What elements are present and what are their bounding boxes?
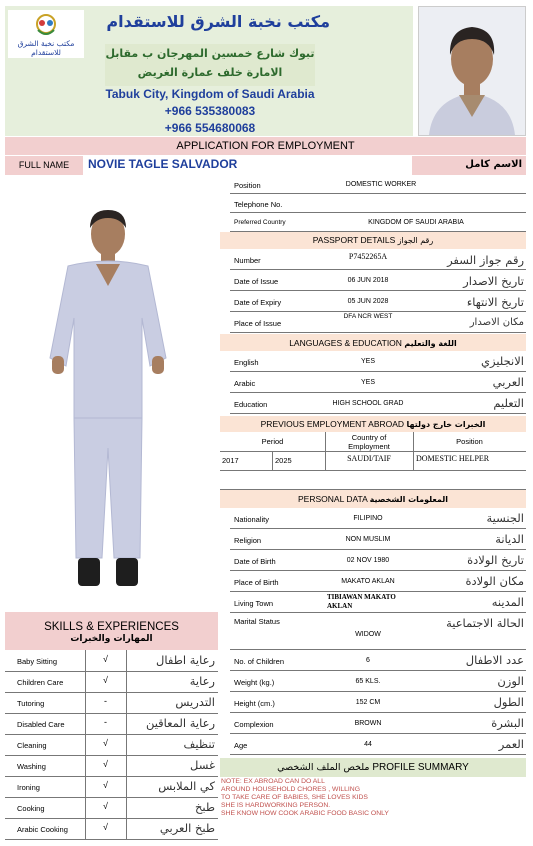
skill-label-ar: التدريس: [175, 695, 215, 709]
svg-text:للاستقدام: للاستقدام: [31, 48, 61, 57]
profile-summary-text: [220, 778, 526, 838]
employment-position: DOMESTIC HELPER: [416, 454, 490, 463]
skill-label-ar: طبخ العربي: [159, 821, 215, 835]
svg-text:مكتب نخبة الشرق: مكتب نخبة الشرق: [17, 39, 75, 48]
skill-row-children-care: [5, 671, 218, 693]
skills-title: SKILLS & EXPERIENCES: [44, 621, 179, 633]
skills-title-ar: المهارات والخبرات: [70, 634, 153, 644]
english-label-ar: الانجليزي: [480, 354, 524, 368]
passport-number-label: Number: [234, 256, 261, 265]
full-name-label-ar: الاسم كامل: [465, 159, 522, 170]
nationality-label-ar: الجنسية: [486, 511, 524, 525]
phone-2[interactable]: +966 554680068: [164, 121, 256, 135]
skill-label-ar: رعاية: [189, 674, 215, 688]
employment-title: PREVIOUS EMPLOYMENT ABROAD الخبرات خارج دولتها: [260, 419, 486, 429]
profile-line-1: NOTE: EX ABROAD CAN DO ALL: [221, 778, 325, 785]
skill-label-ar: طبخ: [194, 800, 215, 814]
skill-label-ar: تنظيف: [183, 737, 215, 751]
employment-from: 2017: [222, 456, 239, 465]
position-label: Position: [234, 181, 261, 190]
living-town-label: Living Town: [234, 599, 274, 608]
skill-mark: √: [103, 780, 108, 790]
height-label-ar: الطول: [493, 695, 524, 709]
logo-emblem-icon: [8, 10, 84, 58]
profile-line-2: AROUND HOUSEHOLD CHORES , WILLING: [221, 786, 360, 793]
skill-label: Cleaning: [17, 741, 47, 750]
skill-row-baby-sitting: [5, 650, 218, 672]
skill-label-ar: كي الملابس: [158, 779, 215, 793]
arabic-label: Arabic: [234, 379, 256, 388]
date-of-expiry-value: 05 JUN 2028: [347, 298, 389, 305]
preferred-country-value: KINGDOM OF SAUDI ARABIA: [368, 219, 464, 226]
arabic-value: YES: [360, 379, 375, 386]
date-of-birth-label: Date of Birth: [234, 557, 276, 566]
complexion-value: BROWN: [354, 720, 382, 727]
skill-mark: -: [104, 717, 107, 727]
date-of-expiry-label: Date of Expiry: [234, 298, 282, 307]
skill-row-ironing: [5, 776, 218, 798]
marital-status-value: WIDOW: [355, 631, 381, 638]
date-of-birth-label-ar: تاريخ الولادة: [467, 553, 524, 567]
nationality-value: FILIPINO: [353, 515, 383, 522]
passport-number-value: P7452265A: [348, 252, 388, 261]
employment-to: 2025: [275, 456, 292, 465]
skill-mark: -: [104, 696, 107, 706]
skill-label: Disabled Care: [17, 720, 65, 729]
children-label-ar: عدد الاطفال: [465, 653, 524, 667]
application-title: APPLICATION FOR EMPLOYMENT: [176, 140, 355, 152]
languages-title: LANGUAGES & EDUCATION اللغة والتعليم: [289, 338, 457, 348]
profile-line-5: SHE KNOW HOW COOK ARABIC FOOD BASIC ONLY: [221, 810, 389, 817]
preferred-country-label: Preferred Country: [234, 219, 286, 226]
religion-label: Religion: [234, 536, 262, 545]
skill-mark: √: [103, 675, 108, 685]
passport-number-label-ar: رقم جواز السفر: [447, 253, 524, 267]
profile-title: ملخص الملف الشخصي PROFILE SUMMARY: [277, 762, 469, 773]
skill-label-ar: رعاية المعاقين: [145, 716, 215, 730]
english-value: YES: [360, 358, 375, 365]
phone-1[interactable]: +966 535380083: [164, 104, 256, 118]
address-ar-line1: تبوك شارع خمسين المهرجان ب مقابل: [105, 47, 315, 60]
full-name-label: FULL NAME: [18, 160, 70, 170]
education-label-ar: التعليم: [493, 396, 524, 410]
children-value: 6: [366, 657, 370, 664]
skill-mark: √: [103, 738, 108, 748]
skill-label: Arabic Cooking: [17, 825, 68, 834]
profile-line-4: SHE IS HARDWORKING PERSON.: [221, 802, 331, 809]
age-label: Age: [234, 741, 248, 750]
profile-line-3: TO TAKE CARE OF BABIES, SHE LOVES KIDS: [221, 794, 368, 801]
office-title-ar: مكتب نخبة الشرق للاستقدام: [106, 12, 330, 31]
skill-row-cleaning: [5, 734, 218, 756]
date-of-issue-label: Date of Issue: [234, 277, 279, 286]
skill-label: Washing: [17, 762, 46, 771]
skill-mark: √: [103, 759, 108, 769]
employment-header-position: Position: [456, 437, 483, 446]
skill-mark: √: [103, 822, 108, 832]
employment-header-country: Country of Employment: [348, 433, 390, 451]
skill-row-disabled-care: [5, 713, 218, 735]
height-label: Height (cm.): [234, 699, 275, 708]
children-label: No. of Children: [234, 657, 285, 666]
date-of-issue-value: 06 JUN 2018: [347, 277, 389, 284]
skill-mark: √: [103, 801, 108, 811]
skill-row-arabic-cooking: [5, 818, 218, 840]
skill-label: Ironing: [17, 783, 40, 792]
marital-status-label: Marital Status: [234, 617, 280, 626]
position-value: DOMESTIC WORKER: [345, 181, 417, 188]
complexion-label-ar: البشرة: [491, 716, 524, 730]
age-label-ar: العمر: [498, 737, 524, 751]
marital-status-label-ar: الحالة الاجتماعية: [446, 616, 524, 630]
passport-title: PASSPORT DETAILS رقم الجواز: [312, 235, 434, 245]
headshot-photo: [418, 6, 526, 136]
place-of-issue-label-ar: مكان الاصدار: [469, 317, 524, 328]
full-body-photo: [38, 208, 178, 598]
english-label: English: [234, 358, 259, 367]
age-value: 44: [364, 741, 372, 748]
place-of-birth-label: Place of Birth: [234, 578, 279, 587]
skill-row-tutoring: [5, 692, 218, 714]
place-of-issue-label: Place of Issue: [234, 319, 282, 328]
arabic-label-ar: العربي: [492, 375, 524, 389]
religion-value: NON MUSLIM: [345, 536, 391, 543]
skill-label: Tutoring: [17, 699, 45, 708]
skill-row-cooking: [5, 797, 218, 819]
complexion-label: Complexion: [234, 720, 274, 729]
place-of-birth-label-ar: مكان الولادة: [465, 574, 524, 588]
height-value: 152 CM: [355, 699, 381, 706]
date-of-issue-label-ar: تاريخ الاصدار: [463, 274, 524, 288]
skill-label-ar: رعاية اطفال: [156, 653, 215, 667]
skill-label-ar: غسل: [190, 758, 215, 772]
weight-label: Weight (kg.): [234, 678, 275, 687]
living-town-value: TIBIAWAN MAKATO AKLAN: [327, 593, 396, 610]
skill-label: Cooking: [17, 804, 45, 813]
personal-rows: [220, 508, 526, 758]
employment-header-period: Period: [261, 437, 284, 446]
living-town-label-ar: المدينه: [491, 595, 524, 609]
skill-label: Children Care: [17, 678, 64, 687]
skill-row-washing: [5, 755, 218, 777]
skill-mark: √: [103, 654, 108, 664]
employment-country: SAUDI/TAIF: [347, 454, 391, 463]
logo: [8, 10, 84, 58]
nationality-label: Nationality: [234, 515, 270, 524]
full-name-value: NOVIE TAGLE SALVADOR: [88, 157, 238, 171]
weight-value: 65 KLS.: [355, 678, 381, 685]
date-of-expiry-label-ar: تاريخ الانتهاء: [466, 295, 524, 309]
person-full-body-icon: [38, 208, 178, 598]
skill-label: Baby Sitting: [17, 657, 58, 666]
education-value: HIGH SCHOOL GRAD: [332, 400, 404, 407]
weight-label-ar: الوزن: [497, 674, 524, 688]
education-label: Education: [234, 400, 268, 409]
languages-rows: [220, 351, 526, 414]
city-text: Tabuk City, Kingdom of Saudi Arabia: [105, 87, 315, 101]
place-of-birth-value: MAKATO AKLAN: [341, 578, 395, 585]
employment-table: [220, 432, 526, 490]
date-of-birth-value: 02 NOV 1980: [346, 557, 390, 564]
place-of-issue-value: DFA NCR WEST: [343, 313, 393, 320]
religion-label-ar: الديانة: [495, 532, 524, 546]
telephone-label: Telephone No.: [234, 200, 283, 209]
personal-title: PERSONAL DATA المعلومات الشخصية: [298, 494, 448, 504]
address-ar-line2: الامارة خلف عمارة الغريض: [137, 66, 283, 79]
person-headshot-icon: [419, 7, 525, 135]
passport-rows: [220, 249, 526, 333]
